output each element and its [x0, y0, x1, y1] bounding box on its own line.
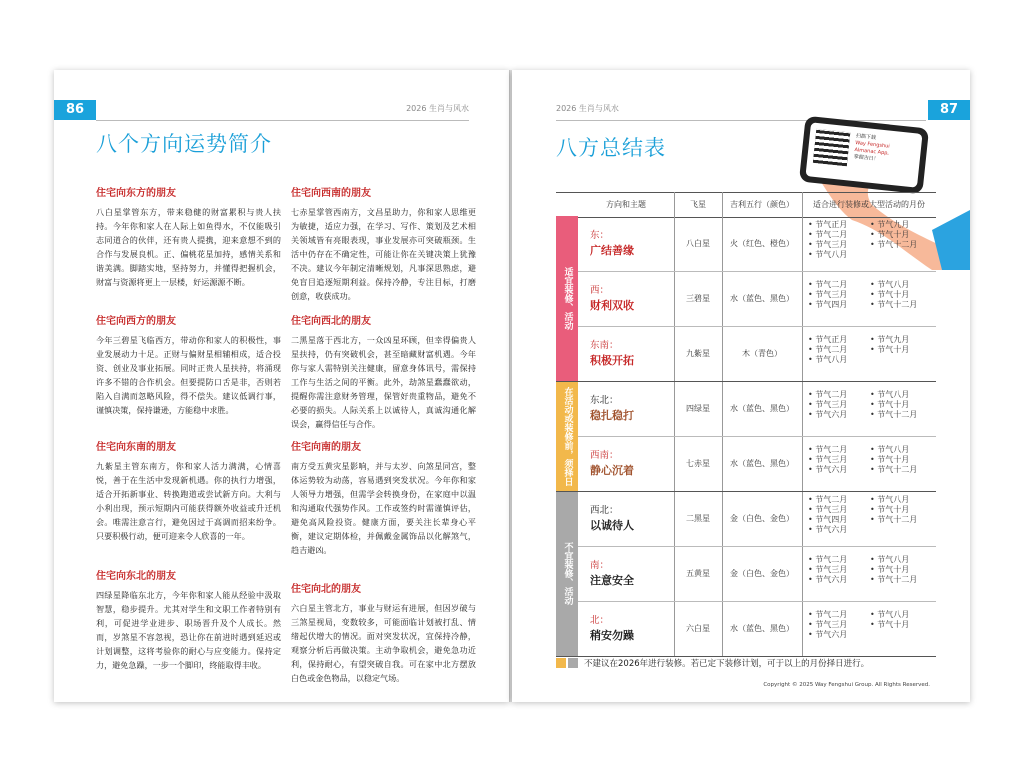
footnote: 不建议在2026年进行装修。若已定下装修计划，可于以上的月份择日进行。 [556, 657, 869, 669]
grey-swatch-icon [568, 658, 578, 668]
section-south [291, 438, 476, 557]
months-cell: • 节气二月 • 节气八月• 节气三月 • 节气十月• 节气六月 [808, 610, 910, 639]
section-north [291, 580, 476, 685]
group-choose-date: 在活动或装修前，须择日 [556, 381, 578, 491]
section-northwest [291, 312, 476, 431]
direction-cell: 西： 财利双收 [590, 285, 634, 312]
group-suitable: 适宜装修、活动 [556, 216, 578, 381]
element-cell: 火（红色、橙色） [730, 239, 794, 248]
section-southwest [291, 184, 476, 303]
copyright: Copyright © 2025 Way Fengshui Group. All Rights Reserved. [763, 682, 930, 688]
page-title: 八个方向运势简介 [96, 132, 272, 156]
row-divider [578, 436, 936, 437]
direction-cell: 西北： 以诚待人 [590, 505, 634, 532]
section-heading: 住宅向东方的朋友 [96, 188, 176, 199]
element-cell: 水（蓝色、黑色） [730, 459, 794, 468]
months-cell: • 节气二月 • 节气八月• 节气三月 • 节气十月• 节气六月 • 节气十二月 [808, 445, 918, 474]
months-cell: • 节气正月 • 节气九月• 节气二月 • 节气十月• 节气三月 • 节气十二月• 节气八月 [808, 220, 918, 259]
section-body: 七赤星掌管西南方，文昌星助力，你和家人思维更为敏捷，适应力强，在学习、写作、策划及艺术相关领域皆有亮眼表现，事业发展亦可突破瓶颈。生活中仍存在不确定性，可能让你在关键决策上犹豫不决。建议今年制定清晰规划，凡事深思熟虑，避免盲目追逐短期利益。保持冷静，专注目标，打磨创意，收获成功。 [291, 207, 476, 301]
section-heading: 住宅向东北的朋友 [96, 571, 176, 582]
element-cell: 金（白色、金色） [730, 569, 794, 578]
qr-code-icon [813, 129, 850, 166]
star-cell: 二黑星 [686, 514, 710, 523]
row-divider [578, 271, 936, 272]
section-heading: 住宅向西北的朋友 [291, 316, 371, 327]
section-east [96, 184, 281, 289]
section-southeast [96, 438, 281, 543]
col-header-star: 飞星 [690, 200, 706, 209]
section-heading: 住宅向西方的朋友 [96, 316, 176, 327]
section-heading: 住宅向北的朋友 [291, 584, 361, 595]
star-cell: 六白星 [686, 624, 710, 633]
section-body: 九紫星主管东南方，你和家人活力满满，心情喜悦，善于在生活中发现新机遇。你的执行力增强，适合开拓新事业、转换跑道或尝试新方向。大利与小利出现，预示短期内可能获得额外收益或升迁机会。唯需注意言行，避免因过于高调而招来纷争。只要积极行动，便可迎来令人欣喜的一年。 [96, 461, 281, 541]
months-cell: • 节气正月 • 节气九月• 节气二月 • 节气十月• 节气八月 [808, 335, 910, 364]
page-number: 86 [54, 100, 96, 120]
running-header: 2026 生肖与风水 [406, 104, 469, 113]
row-divider [578, 601, 936, 602]
direction-cell: 西南： 静心沉着 [590, 450, 634, 477]
group-unsuitable: 不宜装修、活动 [556, 491, 578, 656]
star-cell: 三碧星 [686, 294, 710, 303]
direction-cell: 东北： 稳扎稳打 [590, 395, 634, 422]
months-cell: • 节气二月 • 节气八月• 节气三月 • 节气十月• 节气四月 • 节气十二月 [808, 280, 918, 309]
element-cell: 金（白色、金色） [730, 514, 794, 523]
col-divider [722, 192, 723, 656]
element-cell: 水（蓝色、黑色） [730, 404, 794, 413]
section-body: 六白星主管北方，事业与财运有进展，但因岁破与三煞星视局，变数较多，可能面临计划被打乱、情绪起伏增大的情况。面对突发状况，宜保持冷静，观察分析后再做决策。主动争取机会，避免急功近利，保持耐心，有望突破自我。可在家中北方摆放白色或金色物品，以稳定气场。 [291, 603, 476, 683]
col-header-element: 吉利五行（颜色） [730, 200, 794, 209]
page-title: 八方总结表 [556, 136, 666, 160]
element-cell: 水（蓝色、黑色） [730, 294, 794, 303]
section-body: 今年三碧星飞临西方，带动你和家人的积极性，事业发展动力十足。正财与偏财星相辅相成，适合投资、创业及事业拓展。同时正贵人星扶持，将涌现许多不错的合作机会。但要提防口舌是非，否则若陷入自满而忽略风险，得不偿失。建议低调行事，谨慎决策，保持谦逊，方能稳中求胜。 [96, 335, 281, 415]
section-body: 四绿星降临东北方，今年你和家人能从经验中汲取智慧，稳步提升。尤其对学生和文职工作者特别有利，可促进学业进步、职场晋升及个人成长。然而，岁煞星不容忽视，恐让你在前进时遇到延迟或计划调整，这将考验你的耐心与应变能力。保持定力，避免急躁，一步一个脚印，终能取得丰收。 [96, 590, 281, 670]
section-west [96, 312, 281, 417]
row-divider [578, 546, 936, 547]
section-body: 南方受五黄灾星影响，并与太岁、向煞星同宫，整体运势较为动荡，容易遇到突发状况。今年你和家人领导力增强，但需学会转换身份，在家庭中以温和沟通取代强势作风。工作或签约时需谨慎评估，避免高风险投资。健康方面，要关注长辈身心平衡，建议定期体检，并佩戴金属饰品以化解煞气，趋吉避凶。 [291, 461, 476, 555]
element-cell: 水（蓝色、黑色） [730, 624, 794, 633]
left-page [54, 70, 509, 702]
section-heading: 住宅向西南的朋友 [291, 188, 371, 199]
header-rule [96, 120, 469, 121]
months-cell: • 节气二月 • 节气八月• 节气三月 • 节气十月• 节气六月 • 节气十二月 [808, 390, 918, 419]
direction-cell: 北： 稍安勿躁 [590, 615, 634, 642]
section-heading: 住宅向南的朋友 [291, 442, 361, 453]
section-northeast [96, 567, 281, 672]
element-cell: 木（青色） [742, 349, 782, 358]
phone-illustration [799, 116, 929, 195]
table-header [556, 192, 936, 218]
row-divider [556, 381, 936, 382]
star-cell: 九紫星 [686, 349, 710, 358]
section-body: 八白星掌管东方，带来稳健的财富累积与贵人扶持。今年你和家人在人际上如鱼得水，不仅能吸引志同道合的伙伴，还有贵人提携，迎来意想不到的合作与发展良机。正、偏桃花星加持，感情关系和谐美满。脚踏实地，坚持努力，并懂得把握机会，财富与资源将更上一层楼，好运源源不断。 [96, 207, 281, 287]
months-cell: • 节气二月 • 节气八月• 节气三月 • 节气十月• 节气四月 • 节气十二月• 节气六月 [808, 495, 918, 534]
row-divider [578, 326, 936, 327]
col-divider [802, 192, 803, 656]
direction-cell: 东： 广结善缘 [590, 230, 634, 257]
running-header: 2026 生肖与风水 [556, 104, 619, 113]
page-number: 87 [928, 100, 970, 120]
yellow-swatch-icon [556, 658, 566, 668]
star-cell: 四绿星 [686, 404, 710, 413]
col-header-direction: 方向和主题 [606, 200, 646, 209]
direction-cell: 东南： 积极开拓 [590, 340, 634, 367]
star-cell: 七赤星 [686, 459, 710, 468]
direction-cell: 南： 注意安全 [590, 560, 634, 587]
col-header-months: 适合进行装修或大型活动的月份 [813, 200, 925, 209]
right-page [512, 70, 970, 702]
section-heading: 住宅向东南的朋友 [96, 442, 176, 453]
phone-promo-text: 扫描下载 Way Fengshui Almanac App, 掌握吉日！ [853, 133, 890, 163]
row-divider [556, 491, 936, 492]
section-body: 二黑星落于西北方，一众凶星环顾，但幸得偏贵人星扶持，仍有突破机会，甚至暗藏财富机遇。今年你与家人需特别关注健康，留意身体讯号，需保持工作与生活之间的平衡。此外，劫煞星蠢蠢欲动，提醒你需注意财务管理，保管好贵重物品，避免不必要的损失。人际关系上以诚待人，真诚沟通化解误会，赢得信任与合作。 [291, 335, 476, 429]
months-cell: • 节气二月 • 节气八月• 节气三月 • 节气十月• 节气六月 • 节气十二月 [808, 555, 918, 584]
star-cell: 五黄星 [686, 569, 710, 578]
star-cell: 八白星 [686, 239, 710, 248]
